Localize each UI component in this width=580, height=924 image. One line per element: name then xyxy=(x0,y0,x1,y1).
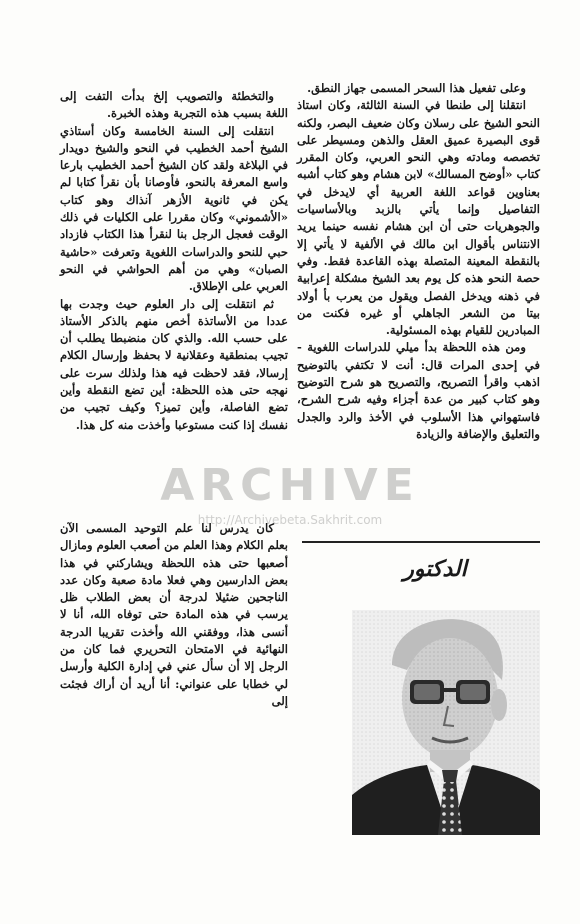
left-text-column-bottom xyxy=(60,520,288,710)
paragraph: كان يدرس لنا علم التوحيد المسمى الآن بعلم الكلام وهذا العلم من أصعب العلوم ومازال أصعبها حتى هذه اللحظة ويشاركني في هذا بعض الدارسين وهي فعلا مادة صعبة وكان عدد الناجحين ضئيلا لدرجة أن بعض الطلاب ظل يرسب في هذه المادة حتى توفاه الله، أنا لا أنسى هذا، ووفقني الله وأخذت تقريبا الدرجة النهائية في الامتحان التحريري فما كان من الرجل إلا أن سأل عني في إدارة الكلية وأرسل لي خطابا على عنواني: أنا أريد أن أراك فجئت إلى xyxy=(60,521,288,708)
paragraph: وعلى تفعيل هذا السحر المسمى جهاز النطق. xyxy=(307,81,526,95)
watermark-text: ARCHIVE xyxy=(160,460,420,511)
paragraph: انتقلت إلى السنة الخامسة وكان أستاذي الشيخ أحمد الخطيب في النحو والشيخ دويدار في البلاغة ولقد كان الشيخ أحمد الخطيب بارعا واسع المعرفة بالنحو، فأوصانا بأن نقرأ كتابا لم يكن في ثانوية الأزهر آنذاك وهو كتاب «الأشموني» وكان مقررا على الكليات في ذلك الوقت فعجل الرجل بنا لنقرأ هذا الكتاب فازداد حبي للنحو والدراسات اللغوية وتعرفت «حاشية الصبان» وهي من أهم الحواشي في النحو العربي على الإطلاق. xyxy=(60,123,288,294)
paragraph: ومن هذه اللحظة بدأ ميلي للدراسات اللغوية - في إحدى المرات قال: أنت لا تكتفي بالتوضيح اذهب واقرأ التصريح، والتصريح هو شرح التوضيح وهو كتاب كبير من عدة أجزاء وفيه شرح الشرح، فاستهواني هذا الأسلوب في الأخذ والرد والجدل والتعليق والإضافة والزيادة xyxy=(297,340,540,441)
author-portrait-photo xyxy=(352,610,540,835)
author-byline: الدكتور xyxy=(403,556,467,582)
paragraph: ثم انتقلت إلى دار العلوم حيث وجدت بها عددا من الأساتذة أخص منهم بالذكر الأستاذ على حسب الله. والذي كان منضبطا يطلب أن تجيب بمنطقية وعقلانية لا بحفظ وإرسال الكلام إرسالا، فقد لاحظت فيه هذا ولذلك سرت على نهجه حتى هذه اللحظة: أين تضع النقطة وأين تضع الفاصلة، وأين تميز؟ وكيف تجيب من نفسك إذا كنت مستوعبا وأخذت منه كل هذا. xyxy=(60,296,288,432)
portrait-illustration xyxy=(352,610,540,835)
left-text-column-top xyxy=(60,88,288,434)
archive-watermark xyxy=(70,460,510,527)
right-text-column xyxy=(297,80,540,443)
section-divider xyxy=(302,541,540,543)
watermark-url: http://Archivebeta.Sakhrit.com xyxy=(197,513,383,527)
paragraph: والتخطئة والتصويب إلخ بدأت التفت إلى اللغة بسبب هذه التجربة وهذه الخبرة. xyxy=(60,89,288,121)
paragraph: انتقلنا إلى طنطا في السنة الثالثة، وكان استاذ النحو الشيخ على رسلان وكان ضعيف البصر، ولكنه قوى البصيرة عميق العقل والذهن ومسيطر على تخصصه ومادته وهي النحو العربي، وكان المقرر كتاب «أوضح المسالك» لابن هشام وهو كتاب أشبه بعناوين قواعد اللغة العربية أي لايدخل في التفاصيل وإنما يأتي بالزبد وبالأساسيات والجوهريات حتى أن ابن هشام نفسه حينما يريد الانتناس بأقوال ابن مالك في الألفية لا يأتي إلا بالنقطة المعينة المتصلة بهذه القاعدة فقط. وفي حصة النحو هذه كل يوم بعد الشيخ مشكلة إعرابية في ذهنه ويدخل الفصل ويقول من يعرب بأ أولاد بيتا من الشعر الجاهلي أو غيره فكنت من المبادرين للقيام بهذه المسئولية. xyxy=(297,98,540,338)
